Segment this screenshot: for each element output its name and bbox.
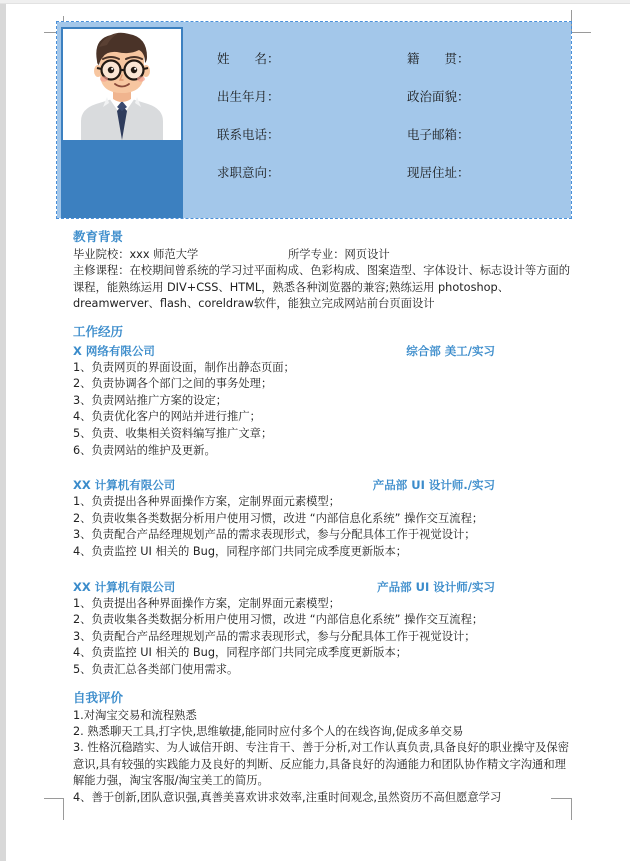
resume-body [73,228,573,808]
job-duty[interactable]: 2、负责协调各个部门之间的事务处理； [73,377,273,391]
education-school[interactable]: 毕业院校：xxx 师范大学 [73,248,199,261]
job-company[interactable]: XX 计算机有限公司 [73,478,176,493]
job-company[interactable]: XX 计算机有限公司 [73,579,176,594]
job-entry [73,477,573,560]
job-company[interactable]: X 网络有限公司 [73,343,155,358]
education-school-major-row [73,247,573,263]
field-phone[interactable]: 联系电话： [217,127,280,142]
margin-guide-top-right-horizontal [571,32,591,33]
field-political-status[interactable]: 政治面貌： [407,89,470,104]
job-duty[interactable]: 1、负责提出各种界面操作方案，定制界面元素模型； [73,495,341,509]
section-title-education: 教育背景 [73,229,124,244]
job-duty[interactable]: 2、负责收集各类数据分析用户使用习惯，改进 “内部信息化系统” 操作交互流程； [73,511,484,525]
section-education [73,228,573,313]
resume-header-band[interactable] [57,22,571,218]
education-major[interactable]: 所学专业：网页设计 [288,248,390,261]
field-name[interactable]: 姓 名： [217,51,280,66]
job-entry [73,579,573,679]
job-role[interactable]: 产品部 UI 设计师/实习 [377,579,495,594]
job-duty[interactable]: 2、负责收集各类数据分析用户使用习惯，改进 “内部信息化系统” 操作交互流程； [73,613,484,627]
job-role[interactable]: 综合部 美工/实习 [406,343,495,358]
margin-guide-bottom-left-horizontal [44,798,64,799]
section-self-evaluation [73,689,573,806]
job-duty-list [73,360,573,460]
job-duty[interactable]: 3、负责配合产品经理规划产品的需求表现形式，参与分配具体工作于视觉设计； [73,528,476,542]
self-evaluation-item[interactable]: 3. 性格沉稳踏实、为人诚信开朗、专注肯干、善于分析,对工作认真负责,具备良好的职业操守及保密意识,具有较强的实践能力及良好的判断、反应能力,具备良好的沟通能力和团队协作精文字沟通和理解能力强，淘宝客服/淘宝美工的简历。 [73,741,570,788]
spacer [73,681,573,689]
margin-guide-top-right-vertical [571,10,572,34]
avatar-icon [63,29,181,140]
job-duty[interactable]: 3、负责配合产品经理规划产品的需求表现形式，参与分配具体工作于视觉设计； [73,629,476,643]
self-evaluation-item[interactable]: 1.对淘宝交易和流程熟悉 [73,708,197,722]
job-duty[interactable]: 1、负责网页的界面设面，制作出静态页面； [73,360,295,374]
education-courses[interactable]: 主修课程：在校期间曾系统的学习过平面构成、色彩构成、图案造型、字体设计、标志设计等方面的课程，能熟练运用 DIV+CSS、HTML，熟悉各种浏览器的兼容;熟练运用 photoshop、dreamwerver、flash、coreldraw软件，能独立完成网站前台页面设计 [73,264,571,311]
editor-left-gutter [0,4,6,861]
section-work-experience [73,323,573,679]
section-title-work: 工作经历 [73,323,124,339]
section-title-self-evaluation: 自我评价 [73,689,124,705]
job-duty[interactable]: 5、负责、收集相关资料编写推广文章； [73,427,273,440]
job-duty-list [73,494,573,560]
job-duty[interactable]: 6、负责网站的维护及更新。 [73,443,216,457]
spacer [73,561,573,577]
job-duty[interactable]: 4、负责优化客户的网站并进行推广； [73,410,261,424]
self-evaluation-item[interactable]: 2. 熟悉聊天工具,打字快,思维敏捷,能同时应付多个人的在线咨询,促成多单交易 [73,724,464,738]
photo-accent-block [61,142,183,218]
avatar-photo-frame[interactable] [61,27,183,142]
header-fields-left-column [217,40,387,192]
field-address[interactable]: 现居住址： [407,165,470,180]
job-entry [73,343,573,460]
job-duty[interactable]: 4、负责监控 UI 相关的 Bug，同程序部门共同完成季度更新版本； [73,646,408,660]
job-header [73,579,573,596]
job-header [73,477,573,494]
job-duty[interactable]: 5、负责汇总各类部门使用需求。 [73,662,239,676]
spacer [73,315,573,323]
job-duty[interactable]: 1、负责提出各种界面操作方案，定制界面元素模型； [73,596,341,610]
job-header [73,343,573,360]
job-role[interactable]: 产品部 UI 设计师./实习 [372,478,495,493]
field-job-objective[interactable]: 求职意向： [217,165,280,180]
editor-top-strip [0,0,630,4]
field-email[interactable]: 电子邮箱： [407,127,470,142]
margin-guide-bottom-left-vertical [63,798,64,820]
spacer [73,459,573,475]
field-native-place[interactable]: 籍 贯： [407,51,470,66]
header-fields-right-column [407,40,587,192]
field-birthdate[interactable]: 出生年月： [217,89,280,104]
job-duty-list [73,596,573,679]
job-duty[interactable]: 4、负责监控 UI 相关的 Bug，同程序部门共同完成季度更新版本； [73,544,408,558]
job-duty[interactable]: 3、负责网站推广方案的设定； [73,393,228,407]
self-evaluation-item[interactable]: 4、善于创新,团队意识强,真善美喜欢讲求效率,注重时间观念,虽然资历不高但愿意学习 [73,790,502,804]
